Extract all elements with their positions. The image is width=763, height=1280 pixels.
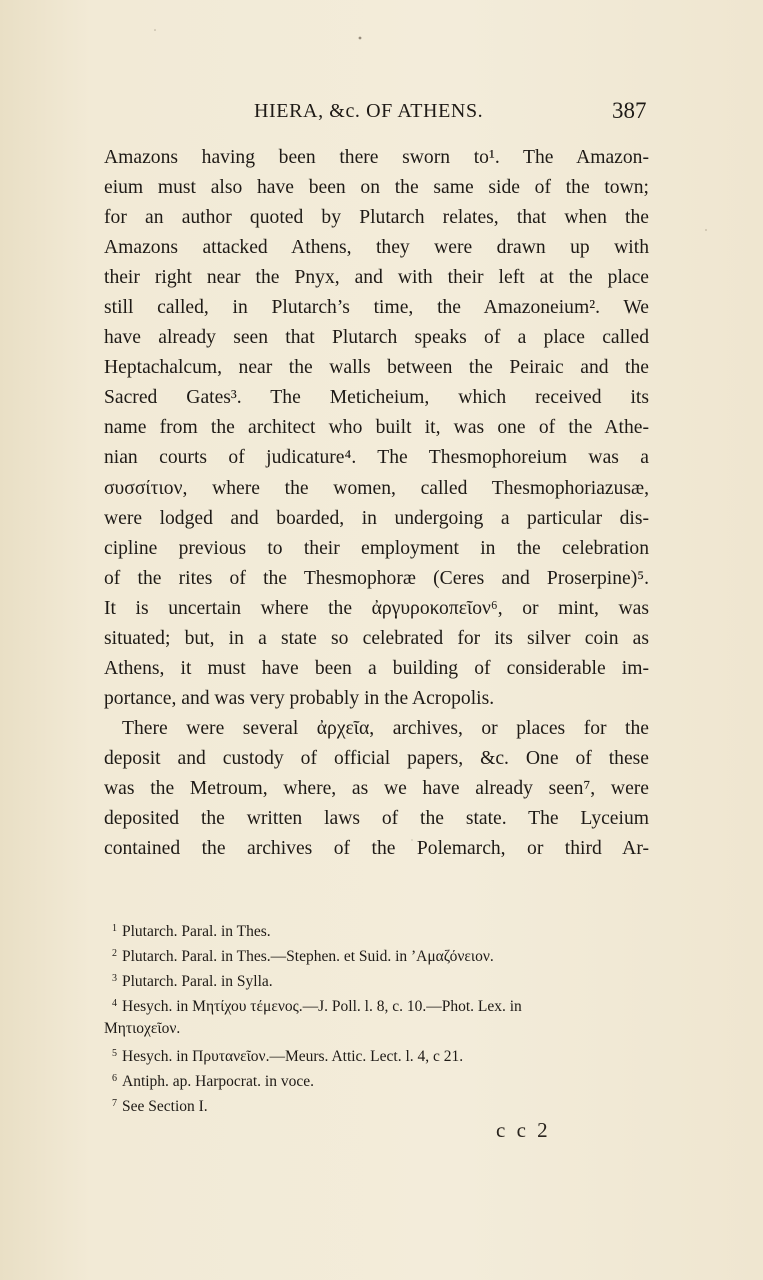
footnote-mark: 4 — [112, 998, 117, 1009]
footnote — [104, 966, 649, 991]
footnote-mark: 1 — [112, 923, 117, 934]
footnote-text: Plutarch. Paral. in Thes. — [122, 923, 271, 940]
text-line: Amazons having been there sworn to¹. The Amazon- — [104, 147, 649, 168]
footnote — [104, 941, 649, 966]
text-line: There were several ἀρχεῖα, archives, or places for the — [122, 717, 649, 739]
footnote — [104, 916, 649, 941]
footnote-mark: 7 — [112, 1098, 117, 1109]
text-line: of the rites of the Thesmophoræ (Ceres and Proserpine)⁵. — [104, 567, 649, 589]
footnote-mark: 5 — [112, 1048, 117, 1059]
text-line: Athens, it must have been a building of considerable im- — [104, 657, 649, 679]
text-line: was the Metroum, where, as we have already seen⁷, were — [104, 777, 649, 799]
text-line: Heptachalcum, near the walls between the Peiraic and the — [104, 357, 649, 379]
text-line: have already seen that Plutarch speaks of a place called — [104, 327, 649, 349]
page-header — [0, 98, 763, 138]
text-line: eium must also have been on the same side of the town; — [104, 177, 649, 199]
footnote-mark: 2 — [112, 948, 117, 959]
text-line: were lodged and boarded, in undergoing a particular dis- — [104, 507, 649, 529]
text-line: nian courts of judicature⁴. The Thesmophoreium was a — [104, 447, 649, 469]
footnote-text: Hesych. in Μητίχου τέμενος.—J. Poll. l. 8, c. 10.—Phot. Lex. in — [122, 998, 522, 1015]
footnote — [104, 991, 649, 1016]
footnote-continuation — [104, 1016, 649, 1041]
footnote — [104, 1091, 649, 1116]
footnotes — [104, 916, 649, 1116]
text-line: situated; but, in a state so celebrated for its silver coin as — [104, 627, 649, 649]
text-line: deposit and custody of official papers, &c. One of these — [104, 747, 649, 769]
signature-mark: c c 2 — [496, 1118, 551, 1142]
footnote-text: Plutarch. Paral. in Thes.—Stephen. et Suid. in ’Αμαζόνειον. — [122, 948, 494, 965]
footnote-text: Μητιοχεῖον. — [104, 1020, 181, 1037]
text-line: contained the archives of the Polemarch, or third Ar- — [104, 838, 649, 860]
text-line: Sacred Gates³. The Meticheium, which received its — [104, 387, 649, 409]
text-line: cipline previous to their employment in the celebration — [104, 537, 649, 559]
running-title: HIERA, &c. OF ATHENS. — [254, 100, 484, 122]
text-line: It is uncertain where the ἀργυροκοπεῖον⁶, or mint, was — [104, 597, 649, 619]
text-line: deposited the written laws of the state. The Lyceium — [104, 808, 649, 830]
text-line: portance, and was very probably in the Acropolis. — [104, 687, 495, 709]
footnote — [104, 1041, 649, 1066]
footnote — [104, 1066, 649, 1091]
text-line: name from the architect who built it, was one of the Athe- — [104, 417, 649, 439]
text-line: for an author quoted by Plutarch relates, that when the — [104, 207, 649, 229]
body-text — [104, 143, 649, 864]
footnote-mark: 6 — [112, 1073, 117, 1084]
footnote-text: Hesych. in Πρυτανεῖον.—Meurs. Attic. Lect. l. 4, c 21. — [122, 1048, 464, 1065]
footnote-text: See Section I. — [122, 1098, 208, 1115]
text-line: συσσίτιον, where the women, called Thesmophoriazusæ, — [104, 477, 649, 499]
footnote-text: Antiph. ap. Harpocrat. in voce. — [122, 1073, 314, 1090]
footnote-mark: 3 — [112, 973, 117, 984]
page-number: 387 — [612, 98, 647, 123]
text-line: their right near the Pnyx, and with their left at the place — [104, 267, 649, 289]
text-line: Amazons attacked Athens, they were drawn up with — [104, 237, 649, 259]
footnote-text: Plutarch. Paral. in Sylla. — [122, 973, 273, 990]
text-line: still called, in Plutarch’s time, the Amazoneium². We — [104, 297, 649, 319]
